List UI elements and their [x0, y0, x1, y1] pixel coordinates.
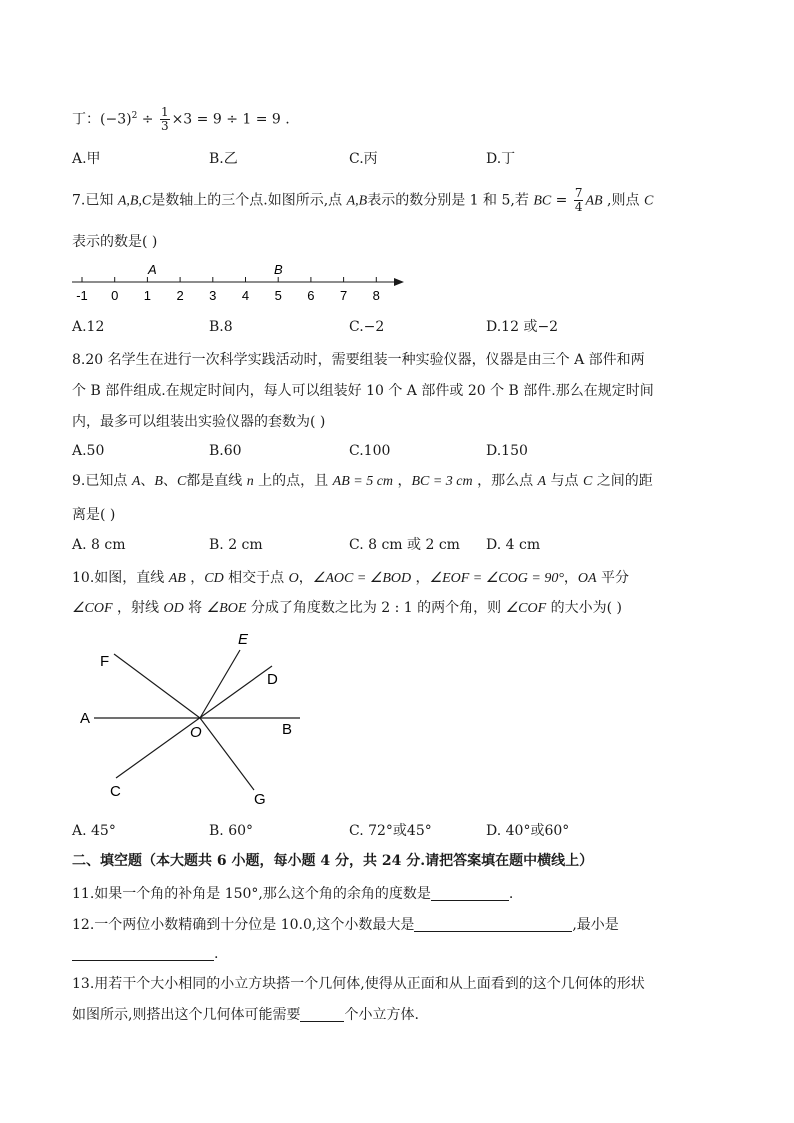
q6-frac-den: 3 [160, 119, 169, 134]
q9-b: B [154, 474, 163, 489]
q9-option-b: B. 2 cm [209, 537, 263, 553]
q13-line2 [72, 1005, 419, 1025]
q13-line1: 13.用若干个大小相同的小立方块搭一个几何体,使得从正面和从上面看到的这个几何体的形状 [72, 976, 645, 992]
label-g: G [254, 791, 266, 808]
q10-oa: OA [577, 571, 597, 586]
q9-stem [72, 471, 653, 492]
q12-end: . [214, 946, 219, 962]
q7-option-d: D.12 或−2 [486, 319, 559, 335]
ray-of [114, 654, 200, 718]
ray-og [200, 718, 254, 790]
q10-t1: 10.如图，直线 [72, 570, 169, 586]
q7-frac-den: 4 [574, 200, 583, 214]
q6-frac-num: 1 [160, 105, 169, 120]
q9-t1: 9.已知点 [72, 473, 132, 489]
q10-l2b: ，射线 [112, 600, 164, 616]
axis-tick-label: 7 [339, 288, 348, 303]
q10-o: O [288, 571, 299, 586]
label-e: E [238, 631, 249, 648]
q7-text-b: 是数轴上的三个点.如图所示,点 [151, 192, 347, 209]
q10-t7: 平分 [596, 570, 630, 586]
q10-stem-line2 [72, 598, 622, 619]
q10-cd: CD [204, 571, 224, 586]
label-a: A [80, 710, 91, 727]
q9-n: n [246, 474, 254, 489]
q7-text-a: 7.已知 [72, 192, 118, 209]
point-b-label: B [274, 262, 283, 277]
q7-c: C [643, 193, 654, 209]
q6-option-d: D.丁 [486, 151, 516, 167]
q13-text-b: 个小立方体. [344, 1007, 419, 1023]
q7-fraction [574, 187, 584, 214]
q11 [72, 884, 513, 904]
q10-eq2: ∠EOF = ∠COG = 90° [429, 571, 564, 586]
q10-t6: ， [563, 570, 578, 586]
q6-expr-a: (−3) [100, 111, 132, 128]
q9-option-d: D. 4 cm [486, 537, 541, 553]
q6-fraction [160, 106, 170, 133]
q10-angle-diagram [72, 626, 332, 816]
label-c: C [110, 783, 121, 800]
q9-c: C [176, 474, 187, 489]
q10-t3: 相交于点 [223, 570, 289, 586]
q9-t8: 与点 [546, 473, 584, 489]
axis-tick-label: 1 [143, 288, 152, 303]
q10-eq1: ∠AOC = ∠BOD [312, 571, 412, 586]
q9-t5: 上的点，且 [253, 473, 333, 489]
axis-tick-label: 8 [372, 288, 380, 303]
q9-t7: ，那么点 [472, 473, 538, 489]
q11-end: . [508, 886, 514, 902]
q9-option-c: C. 8 cm 或 2 cm [349, 537, 460, 553]
q6-option-b: B.乙 [209, 151, 238, 167]
q7-ab: AB [585, 193, 603, 209]
q10-l2d: 分成了角度数之比为 2 : 1 的两个角，则 [246, 600, 506, 616]
q8-line2: 个 B 部件组成.在规定时间内，每人可以组装好 10 个 A 部件或 20 个 B 部件.那么在规定时间 [72, 383, 654, 399]
q8-option-d: D.150 [486, 443, 528, 459]
q7-stem [72, 187, 653, 214]
label-d: D [267, 671, 278, 688]
q6-expression [72, 106, 290, 133]
q11-answer-blank[interactable] [431, 886, 509, 901]
q8-option-b: B.60 [209, 443, 242, 459]
q13-answer-blank[interactable] [300, 1007, 344, 1022]
q9-t9: 之间的距 [592, 473, 653, 489]
ray-oe [200, 650, 240, 718]
q10-option-c: C. 72°或45° [349, 823, 432, 839]
axis-tick-label: -1 [76, 288, 88, 303]
q8-line3: 内，最多可以组装出实验仪器的套数为( ) [72, 414, 326, 430]
axis-tick-label: 3 [209, 288, 217, 303]
q7-text-c: 表示的数分别是 1 和 5,若 [367, 192, 534, 209]
point-a-label: A [148, 262, 157, 277]
q6-op: ÷ [137, 111, 158, 128]
q10-cof-a: ∠COF [72, 601, 113, 616]
q10-cof-b: ∠COF [505, 601, 547, 616]
label-o: O [190, 724, 202, 741]
axis-tick-label: 0 [111, 288, 119, 303]
q12-line2 [72, 944, 218, 964]
q10-option-b: B. 60° [209, 823, 254, 839]
q7-vars2: A,B [346, 193, 368, 209]
q6-prefix: 丁： [72, 111, 100, 128]
q7-vars: A,B,C [117, 193, 152, 209]
q6-exponent: 2 [131, 111, 138, 121]
q7-frac-num: 7 [574, 186, 583, 200]
q6-option-a: A.甲 [72, 151, 101, 167]
q7-text-d: ,则点 [602, 192, 644, 209]
q7-eq: = [551, 192, 572, 209]
q10-t4: ， [298, 570, 313, 586]
axis-tick-label: 6 [307, 288, 315, 303]
q10-boe: ∠BOE [206, 601, 247, 616]
q12-max-blank[interactable] [414, 917, 572, 932]
q8-option-c: C.100 [349, 443, 391, 459]
q11-text: 11.如果一个角的补角是 150°,那么这个角的余角的度数是 [72, 886, 431, 902]
q9-option-a: A. 8 cm [72, 537, 126, 553]
q9-t3: 、 [162, 473, 177, 489]
q10-ab: AB [168, 571, 186, 586]
axis-tick-label: 5 [274, 288, 282, 303]
q10-t2: ， [185, 570, 205, 586]
q9-a2: A [537, 474, 547, 489]
q7-option-c: C.−2 [349, 319, 385, 335]
q9-line2: 离是( ) [72, 507, 116, 523]
line-cd [116, 666, 272, 778]
q7-number-line [68, 262, 408, 308]
q9-t2: 、 [140, 473, 155, 489]
q9-c2: C [583, 474, 593, 489]
axis-tick-label: 2 [176, 288, 184, 303]
q10-l2e: 的大小为( ) [546, 600, 622, 616]
q10-t5: ， [411, 570, 430, 586]
q9-ab: AB = 5 cm [332, 474, 394, 489]
label-b: B [282, 721, 293, 738]
q7-option-a: A.12 [72, 319, 105, 335]
q7-stem-line2: 表示的数是( ) [72, 234, 158, 250]
q12 [72, 915, 619, 935]
label-f: F [100, 653, 110, 670]
q8-line1: 8.20 名学生在进行一次科学实践活动时，需要组装一种实验仪器，仪器是由三个 A 部件和两 [72, 352, 645, 368]
q9-bc: BC = 3 cm [411, 474, 473, 489]
section-2-heading: 二、填空题（本大题共 6 小题，每小题 4 分，共 24 分.请把答案填在题中横线上） [72, 853, 594, 869]
q12-min-blank[interactable] [72, 946, 214, 961]
q10-stem [72, 568, 629, 589]
q10-l2c: 将 [183, 600, 207, 616]
q10-option-a: A. 45° [72, 823, 116, 839]
q10-od: OD [163, 601, 184, 616]
q7-option-b: B.8 [209, 319, 233, 335]
axis-tick-label: 4 [241, 288, 250, 303]
q13-text-a: 如图所示,则搭出这个几何体可能需要 [72, 1007, 301, 1023]
q9-t4: 都是直线 [186, 473, 247, 489]
q12-text: 12.一个两位小数精确到十分位是 10.0,这个小数最大是 [72, 917, 415, 933]
q10-option-d: D. 40°或60° [486, 823, 570, 839]
q6-option-c: C.丙 [349, 151, 378, 167]
axis-arrow-icon [394, 278, 404, 286]
q12-mid: ,最小是 [572, 917, 619, 933]
q6-expr-b: ×3 = 9 ÷ 1 = 9 . [171, 111, 290, 128]
q9-t6: ， [393, 473, 412, 489]
q7-bc: BC [533, 193, 552, 209]
q8-option-a: A.50 [72, 443, 105, 459]
q9-a: A [131, 474, 141, 489]
